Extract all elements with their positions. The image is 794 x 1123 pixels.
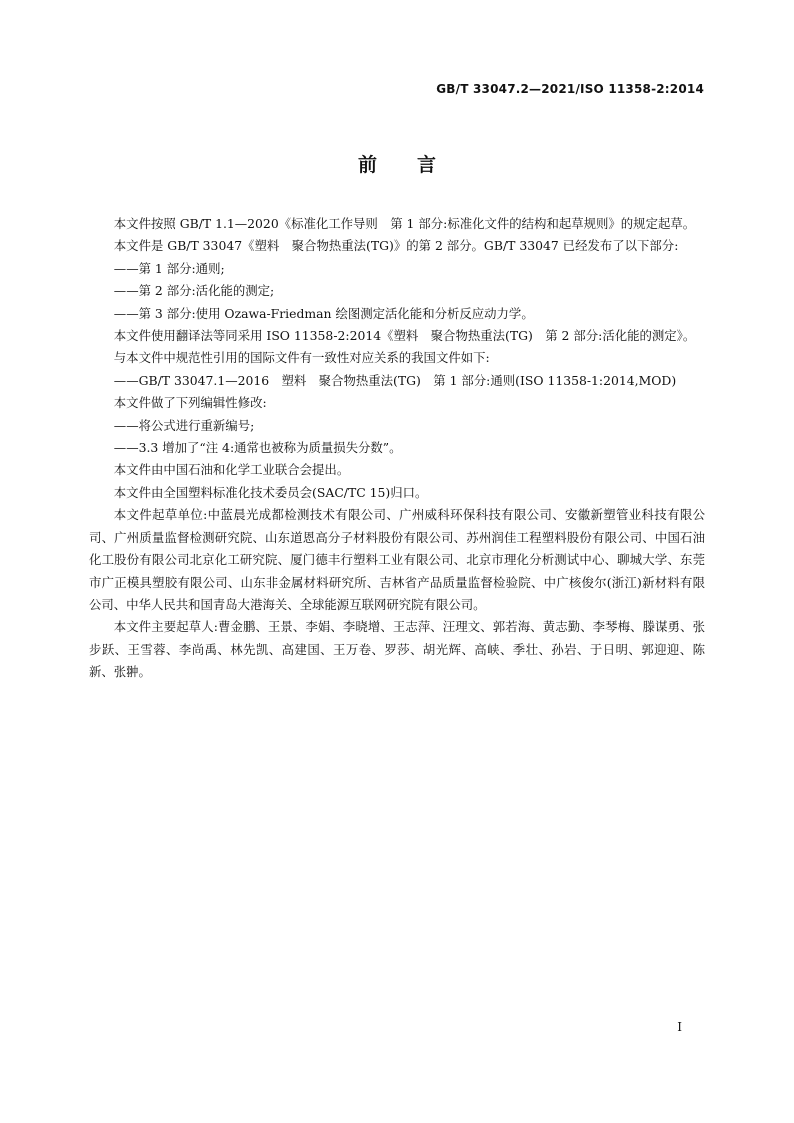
paragraph-proposed-by: 本文件由中国石油和化学工业联合会提出。 xyxy=(113,462,350,478)
page-title: 前言 xyxy=(357,154,476,176)
list-item-part-1: ——第 1 部分:通则; xyxy=(113,260,225,276)
list-item-reference: ——GB/T 33047.1—2016 塑料 聚合物热重法(TG) 第 1 部分:通则(ISO 11358-1:2014,MOD) xyxy=(113,372,677,388)
paragraph-drafting-organizations: 本文件起草单位:中蓝晨光成都检测技术有限公司、广州威科环保科技有限公司、安徽新塑管业科技有限公司、广州质量监督检测研究院、山东道恩高分子材料股份有限公司、苏州润佳工程塑料股份有限公司、中国石油化工股份有限公司北京化工研究院、厦门德丰行塑料工业有限公司、北京市理化分析测试中心、聊城大学、东莞市广正模具塑胶有限公司、山东非金属材料研究所、吉林省产品质量监督检验院、中广核俊尔(浙江)新材料有限公司、中华人民共和国青岛大港海关、全球能源互联网研究院有限公司。 xyxy=(89,507,705,612)
list-item-part-2: ——第 2 部分:活化能的测定; xyxy=(113,283,275,299)
paragraph-administered-by: 本文件由全国塑料标准化技术委员会(SAC/TC 15)归口。 xyxy=(113,484,428,500)
foreword-body xyxy=(89,213,705,684)
list-item-part-3: ——第 3 部分:使用 Ozawa-Friedman 绘图测定活化能和分析反应动力学。 xyxy=(113,305,534,321)
paragraph-adoption: 本文件使用翻译法等同采用 ISO 11358-2:2014《塑料 聚合物热重法(TG) 第 2 部分:活化能的测定》。 xyxy=(113,328,696,344)
paragraph-editorial-changes: 本文件做了下列编辑性修改: xyxy=(113,395,267,411)
paragraph-drafters: 本文件主要起草人:曹金鹏、王景、李娟、李晓增、王志萍、汪理文、郭若海、黄志勤、李琴梅、滕谋勇、张步跃、王雪蓉、李尚禹、林先凯、高建国、王万卷、罗莎、胡光辉、高峡、季壮、孙岩、于日明、郭迎迎、陈新、张翀。 xyxy=(89,619,705,680)
page-number: I xyxy=(677,1020,682,1034)
paragraph-drafting-rules: 本文件按照 GB/T 1.1—2020《标准化工作导则 第 1 部分:标准化文件的结构和起草规则》的规定起草。 xyxy=(113,216,696,231)
list-item-added-note: ——3.3 增加了“注 4:通常也被称为质量损失分数”。 xyxy=(113,440,402,456)
standard-number-header: GB/T 33047.2—2021/ISO 11358-2:2014 xyxy=(436,82,704,96)
paragraph-series-intro: 本文件是 GB/T 33047《塑料 聚合物热重法(TG)》的第 2 部分。GB/T 33047 已经发布了以下部分: xyxy=(113,238,679,254)
paragraph-normative-references: 与本文件中规范性引用的国际文件有一致性对应关系的我国文件如下: xyxy=(113,350,490,366)
list-item-renumber-formulas: ——将公式进行重新编号; xyxy=(113,417,255,433)
